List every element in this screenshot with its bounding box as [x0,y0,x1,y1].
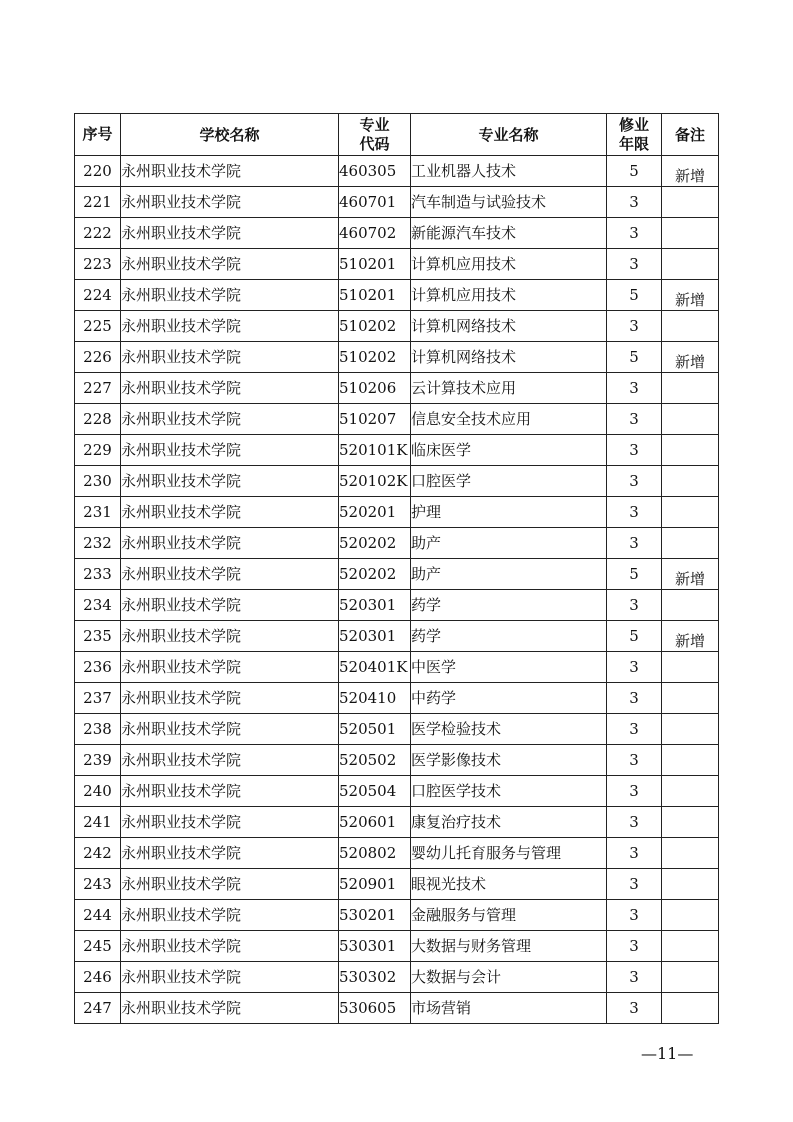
cell-no: 234 [75,590,121,621]
cell-study-years: 3 [607,187,662,218]
majors-table [74,113,719,1024]
cell-study-years: 3 [607,373,662,404]
table-row [75,497,719,528]
cell-major-code: 510201 [339,280,411,311]
cell-major-name: 口腔医学技术 [411,776,607,807]
cell-school-name: 永州职业技术学院 [121,962,339,993]
cell-major-name: 护理 [411,497,607,528]
note-text: 新增 [674,291,705,309]
cell-major-code: 510207 [339,404,411,435]
cell-major-name: 助产 [411,528,607,559]
table-row [75,714,719,745]
cell-study-years: 3 [607,652,662,683]
cell-study-years: 5 [607,280,662,311]
cell-study-years: 5 [607,621,662,652]
cell-no: 226 [75,342,121,373]
cell-school-name: 永州职业技术学院 [121,466,339,497]
cell-major-name: 新能源汽车技术 [411,218,607,249]
table-row [75,590,719,621]
cell-study-years: 3 [607,497,662,528]
cell-note [662,311,719,342]
cell-school-name: 永州职业技术学院 [121,342,339,373]
cell-major-name: 计算机应用技术 [411,249,607,280]
cell-study-years: 3 [607,714,662,745]
cell-no: 232 [75,528,121,559]
cell-note [662,838,719,869]
cell-no: 220 [75,156,121,187]
cell-note [662,621,719,652]
header-code [339,114,411,156]
cell-major-name: 中药学 [411,683,607,714]
cell-no: 225 [75,311,121,342]
cell-no: 233 [75,559,121,590]
table-row [75,249,719,280]
cell-school-name: 永州职业技术学院 [121,869,339,900]
cell-note [662,528,719,559]
cell-major-name: 大数据与财务管理 [411,931,607,962]
cell-school-name: 永州职业技术学院 [121,218,339,249]
cell-major-code: 520901 [339,869,411,900]
cell-major-name: 计算机网络技术 [411,342,607,373]
table-row [75,187,719,218]
cell-note [662,993,719,1024]
cell-major-code: 460702 [339,218,411,249]
header-note: 备注 [662,114,719,156]
cell-school-name: 永州职业技术学院 [121,807,339,838]
cell-major-code: 520401K [339,652,411,683]
cell-study-years: 5 [607,559,662,590]
cell-note [662,807,719,838]
cell-study-years: 3 [607,249,662,280]
cell-major-code: 520504 [339,776,411,807]
cell-school-name: 永州职业技术学院 [121,776,339,807]
cell-no: 237 [75,683,121,714]
cell-major-code: 530201 [339,900,411,931]
table-row [75,931,719,962]
cell-major-code: 530302 [339,962,411,993]
cell-no: 228 [75,404,121,435]
cell-major-name: 市场营销 [411,993,607,1024]
header-major: 专业名称 [411,114,607,156]
cell-no: 239 [75,745,121,776]
cell-school-name: 永州职业技术学院 [121,497,339,528]
cell-no: 222 [75,218,121,249]
cell-study-years: 3 [607,993,662,1024]
cell-school-name: 永州职业技术学院 [121,373,339,404]
cell-school-name: 永州职业技术学院 [121,311,339,342]
cell-no: 241 [75,807,121,838]
cell-note [662,249,719,280]
cell-note [662,869,719,900]
cell-major-name: 汽车制造与试验技术 [411,187,607,218]
table-row [75,962,719,993]
table-body [75,156,719,1024]
cell-no: 229 [75,435,121,466]
cell-major-code: 520201 [339,497,411,528]
cell-study-years: 5 [607,156,662,187]
cell-major-code: 520410 [339,683,411,714]
cell-note [662,652,719,683]
cell-school-name: 永州职业技术学院 [121,931,339,962]
header-years-label: 修业年限 [618,115,649,153]
cell-major-code: 520301 [339,590,411,621]
cell-major-code: 510206 [339,373,411,404]
cell-major-name: 信息安全技术应用 [411,404,607,435]
table-row [75,900,719,931]
cell-major-name: 眼视光技术 [411,869,607,900]
cell-study-years: 3 [607,404,662,435]
cell-school-name: 永州职业技术学院 [121,187,339,218]
cell-major-name: 临床医学 [411,435,607,466]
cell-major-name: 医学影像技术 [411,745,607,776]
cell-major-name: 药学 [411,621,607,652]
table-row [75,156,719,187]
note-text: 新增 [674,167,705,185]
table-row [75,280,719,311]
table-row [75,559,719,590]
cell-school-name: 永州职业技术学院 [121,249,339,280]
cell-school-name: 永州职业技术学院 [121,280,339,311]
table-header-row [75,114,719,156]
page-number: —11— [641,1044,694,1063]
cell-study-years: 3 [607,838,662,869]
cell-major-code: 520102K [339,466,411,497]
cell-note [662,466,719,497]
table-row [75,621,719,652]
cell-note [662,745,719,776]
cell-major-code: 510201 [339,249,411,280]
cell-major-code: 460305 [339,156,411,187]
table-row [75,528,719,559]
cell-study-years: 3 [607,590,662,621]
cell-school-name: 永州职业技术学院 [121,652,339,683]
cell-note [662,962,719,993]
note-text: 新增 [674,353,705,371]
cell-no: 231 [75,497,121,528]
cell-school-name: 永州职业技术学院 [121,838,339,869]
table-row [75,776,719,807]
cell-note [662,683,719,714]
table-row [75,404,719,435]
cell-major-name: 康复治疗技术 [411,807,607,838]
cell-major-code: 510202 [339,342,411,373]
cell-note [662,342,719,373]
cell-no: 224 [75,280,121,311]
cell-note [662,497,719,528]
cell-study-years: 3 [607,528,662,559]
cell-study-years: 3 [607,311,662,342]
cell-major-name: 工业机器人技术 [411,156,607,187]
cell-note [662,280,719,311]
cell-major-name: 中医学 [411,652,607,683]
cell-school-name: 永州职业技术学院 [121,559,339,590]
cell-school-name: 永州职业技术学院 [121,714,339,745]
cell-no: 244 [75,900,121,931]
cell-study-years: 3 [607,218,662,249]
cell-major-name: 药学 [411,590,607,621]
cell-major-name: 计算机网络技术 [411,311,607,342]
cell-school-name: 永州职业技术学院 [121,156,339,187]
table-row [75,838,719,869]
cell-no: 227 [75,373,121,404]
cell-school-name: 永州职业技术学院 [121,528,339,559]
cell-note [662,559,719,590]
cell-no: 240 [75,776,121,807]
cell-major-code: 520202 [339,559,411,590]
table-row [75,683,719,714]
cell-major-code: 520601 [339,807,411,838]
cell-note [662,435,719,466]
cell-no: 246 [75,962,121,993]
cell-major-name: 医学检验技术 [411,714,607,745]
cell-no: 236 [75,652,121,683]
table-row [75,745,719,776]
note-text: 新增 [674,570,705,588]
cell-study-years: 3 [607,962,662,993]
cell-major-code: 520502 [339,745,411,776]
header-no-label: 序号 [82,125,113,143]
note-text: 新增 [674,632,705,650]
header-school: 学校名称 [121,114,339,156]
cell-school-name: 永州职业技术学院 [121,745,339,776]
cell-note [662,404,719,435]
cell-study-years: 5 [607,342,662,373]
table-row [75,373,719,404]
cell-study-years: 3 [607,807,662,838]
cell-major-name: 计算机应用技术 [411,280,607,311]
cell-major-name: 大数据与会计 [411,962,607,993]
cell-no: 242 [75,838,121,869]
cell-note [662,156,719,187]
cell-major-name: 云计算技术应用 [411,373,607,404]
cell-major-code: 520101K [339,435,411,466]
cell-school-name: 永州职业技术学院 [121,993,339,1024]
table-row [75,652,719,683]
cell-no: 230 [75,466,121,497]
cell-major-name: 婴幼儿托育服务与管理 [411,838,607,869]
cell-major-code: 520301 [339,621,411,652]
cell-school-name: 永州职业技术学院 [121,435,339,466]
cell-study-years: 3 [607,466,662,497]
cell-study-years: 3 [607,931,662,962]
cell-note [662,714,719,745]
cell-note [662,218,719,249]
header-years [607,114,662,156]
table-row [75,466,719,497]
cell-study-years: 3 [607,900,662,931]
cell-note [662,931,719,962]
cell-major-code: 520501 [339,714,411,745]
cell-major-code: 460701 [339,187,411,218]
table-row [75,218,719,249]
cell-note [662,900,719,931]
cell-major-code: 530605 [339,993,411,1024]
cell-no: 245 [75,931,121,962]
header-code-label: 专业代码 [359,115,390,153]
table-row [75,993,719,1024]
cell-school-name: 永州职业技术学院 [121,683,339,714]
cell-school-name: 永州职业技术学院 [121,590,339,621]
cell-study-years: 3 [607,683,662,714]
cell-study-years: 3 [607,435,662,466]
cell-note [662,776,719,807]
cell-no: 238 [75,714,121,745]
cell-major-code: 520802 [339,838,411,869]
table-row [75,807,719,838]
cell-note [662,590,719,621]
cell-no: 235 [75,621,121,652]
cell-major-name: 金融服务与管理 [411,900,607,931]
cell-note [662,373,719,404]
table-row [75,311,719,342]
cell-study-years: 3 [607,869,662,900]
table-row [75,342,719,373]
header-no [75,114,121,156]
cell-note [662,187,719,218]
cell-study-years: 3 [607,745,662,776]
cell-school-name: 永州职业技术学院 [121,404,339,435]
cell-major-name: 口腔医学 [411,466,607,497]
cell-no: 223 [75,249,121,280]
cell-school-name: 永州职业技术学院 [121,621,339,652]
cell-study-years: 3 [607,776,662,807]
cell-major-code: 520202 [339,528,411,559]
cell-major-name: 助产 [411,559,607,590]
cell-no: 247 [75,993,121,1024]
cell-school-name: 永州职业技术学院 [121,900,339,931]
cell-no: 243 [75,869,121,900]
cell-major-code: 530301 [339,931,411,962]
cell-major-code: 510202 [339,311,411,342]
cell-no: 221 [75,187,121,218]
table-row [75,869,719,900]
table-row [75,435,719,466]
